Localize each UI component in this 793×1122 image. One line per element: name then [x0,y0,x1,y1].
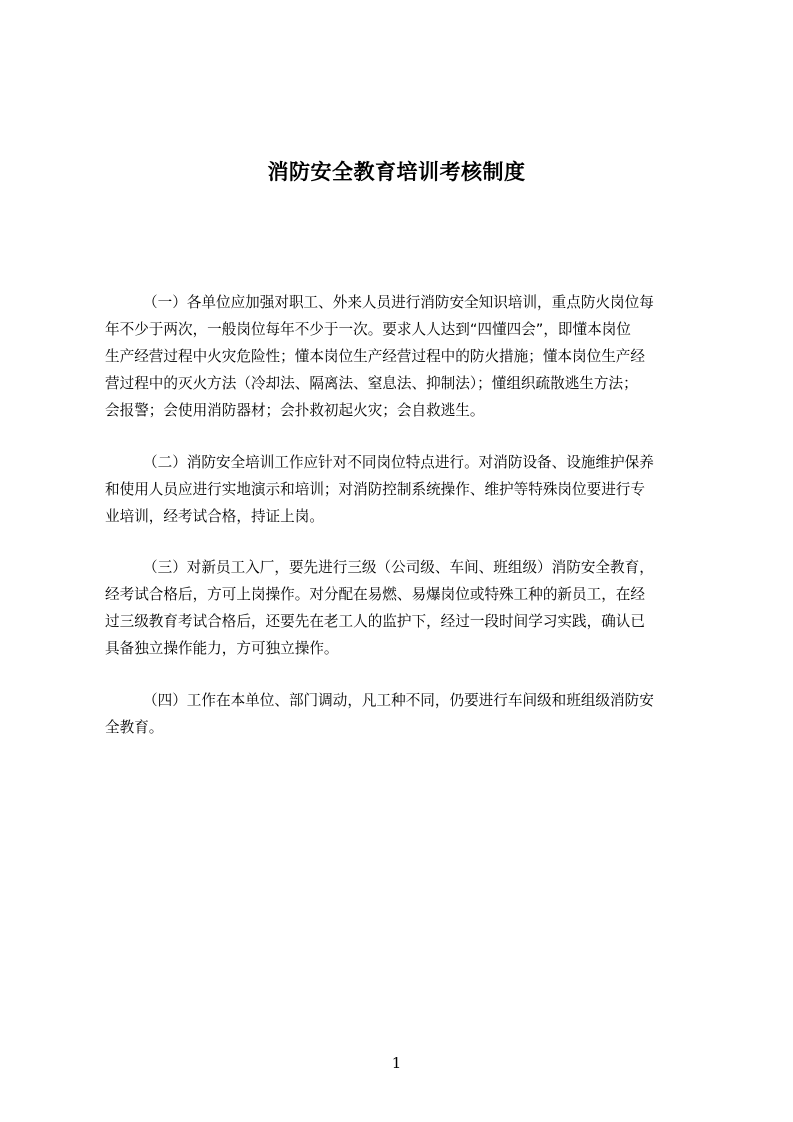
paragraph-3 [105,554,654,662]
paragraph-line: 生产经营过程中火灾危险性；懂本岗位生产经营过程中的防火措施；懂本岗位生产经 [105,348,645,365]
paragraph-line: （一）各单位应加强对职工、外来人员进行消防安全知识培训，重点防火岗位每 [143,294,654,311]
page-title: 消防安全教育培训考核制度 [267,160,526,185]
paragraph-line: 会报警；会使用消防器材；会扑救初起火灾；会自救逃生。 [105,402,485,419]
paragraph-line: 和使用人员应进行实地演示和培训；对消防控制系统操作、维护等特殊岗位要进行专 [105,481,645,498]
paragraph-line: （四）工作在本单位、部门调动，凡工种不同，仍要进行车间级和班组级消防安 [143,692,654,709]
paragraph-line: 具备独立操作能力，方可独立操作。 [105,640,339,657]
paragraph-4 [105,687,654,741]
page-number: 1 [391,1054,402,1072]
paragraph-line: 全教育。 [105,719,164,736]
paragraph-line: 年不少于两次，一般岗位每年不少于一次。要求人人达到“四懂四会”，即懂本岗位 [105,321,631,338]
paragraph-line: （三）对新员工入厂，要先进行三级（公司级、车间、班组级）消防安全教育， [143,559,654,576]
paragraph-line: 营过程中的灭火方法（冷却法、隔离法、窒息法、抑制法）；懂组织疏散逃生方法； [105,375,638,392]
paragraph-line: 过三级教育考试合格后，还要先在老工人的监护下，经过一段时间学习实践，确认已 [105,613,645,630]
paragraph-line: 业培训，经考试合格，持证上岗。 [105,508,324,525]
paragraph-line: （二）消防安全培训工作应针对不同岗位特点进行。对消防设备、设施维护保养 [143,454,654,471]
paragraph-1 [105,289,654,424]
paragraph-2 [105,449,654,530]
paragraph-line: 经考试合格后，方可上岗操作。对分配在易燃、易爆岗位或特殊工种的新员工，在经 [105,586,645,603]
